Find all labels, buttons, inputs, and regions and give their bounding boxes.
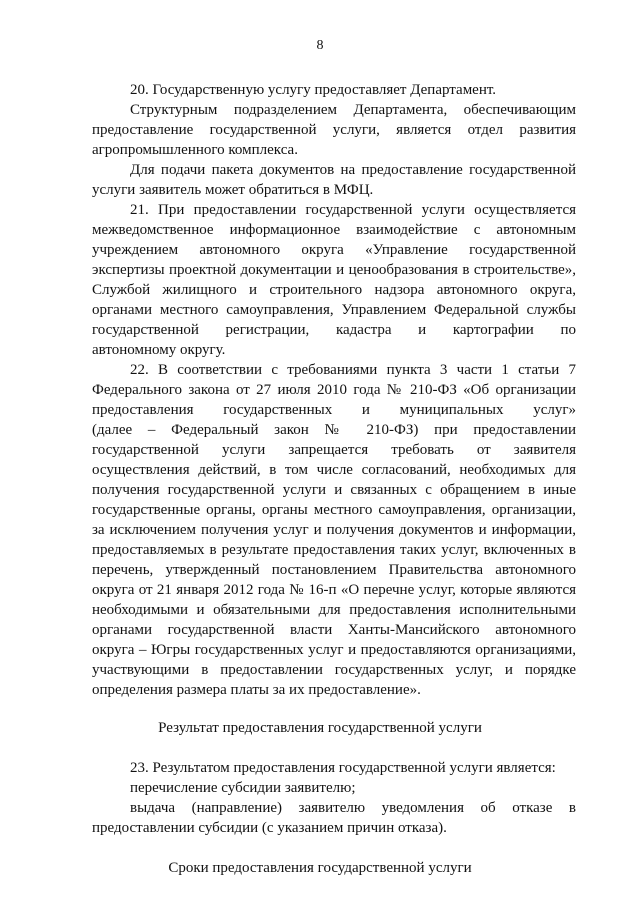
text-line: (далее – Федеральный закон № 210-ФЗ) при предоставлении <box>92 422 576 438</box>
text-line: экспертизы проектной документации и ценообразования в строительстве», <box>92 262 576 278</box>
text-line: предоставляемых в результате предоставления таких услуг, включенных в <box>92 542 576 558</box>
text-line: предоставление государственной услуги, является отдел развития <box>92 122 576 138</box>
text-line: автономному округу. <box>92 342 226 358</box>
section-heading-terms: Сроки предоставления государственной услуги <box>168 860 472 876</box>
text-line: определения размера платы за их предоставление». <box>92 682 421 698</box>
text-line: предоставлении субсидии (с указанием причин отказа). <box>92 820 447 836</box>
text-line: округа – Югры государственных услуг и предоставляются организациями, <box>92 642 576 658</box>
text-line: получения государственной услуги и связанных с обращением в иные <box>92 482 576 498</box>
text-line: агропромышленного комплекса. <box>92 142 298 158</box>
text-line: 21. При предоставлении государственной услуги осуществляется <box>130 202 576 218</box>
page-number: 8 <box>316 38 324 53</box>
text-line: услуги заявитель может обратиться в МФЦ. <box>92 182 374 198</box>
text-line: Для подачи пакета документов на предоставление государственной <box>130 162 576 178</box>
text-line: участвующими в предоставлении государственных услуг, и порядке <box>92 662 576 678</box>
text-line: 22. В соответствии с требованиями пункта 3 части 1 статьи 7 <box>130 362 576 378</box>
text-line: государственной регистрации, кадастра и картографии по <box>92 322 576 338</box>
text-line: 23. Результатом предоставления государственной услуги является: <box>130 760 556 776</box>
text-line: осуществления действий, в том числе согласований, необходимых для <box>92 462 576 478</box>
text-line: перечень, утвержденный постановлением Правительства автономного <box>92 562 576 578</box>
text-line: Службой жилищного и строительного надзора автономного округа, <box>92 282 576 298</box>
text-line: округа от 21 января 2012 года № 16-п «О перечне услуг, которые являются <box>92 582 576 598</box>
text-line: органами местного самоуправления, Управлением Федеральной службы <box>92 302 576 318</box>
text-line: межведомственное информационное взаимодействие с автономным <box>92 222 576 238</box>
text-line: учреждением автономного округа «Управление государственной <box>92 242 576 258</box>
text-line: перечисление субсидии заявителю; <box>130 780 356 796</box>
text-line: Федерального закона от 27 июля 2010 года № 210-ФЗ «Об организации <box>92 382 576 398</box>
text-line: 20. Государственную услугу предоставляет Департамент. <box>130 82 497 98</box>
text-line: государственной услуги запрещается требовать от заявителя <box>92 442 576 458</box>
text-line: органами государственной власти Ханты-Мансийского автономного <box>92 622 576 638</box>
text-line: необходимыми и обязательными для предоставления исполнительными <box>92 602 576 618</box>
text-line: за исключением получения услуг и получения документов и информации, <box>92 522 576 538</box>
section-heading-result: Результат предоставления государственной услуги <box>158 720 482 736</box>
text-line: предоставления государственных и муниципальных услуг» <box>92 402 576 418</box>
text-line: выдача (направление) заявителю уведомления об отказе в <box>130 800 576 816</box>
text-line: Структурным подразделением Департамента, обеспечивающим <box>130 102 576 118</box>
text-line: государственные органы, органы местного самоуправления, организации, <box>92 502 576 518</box>
